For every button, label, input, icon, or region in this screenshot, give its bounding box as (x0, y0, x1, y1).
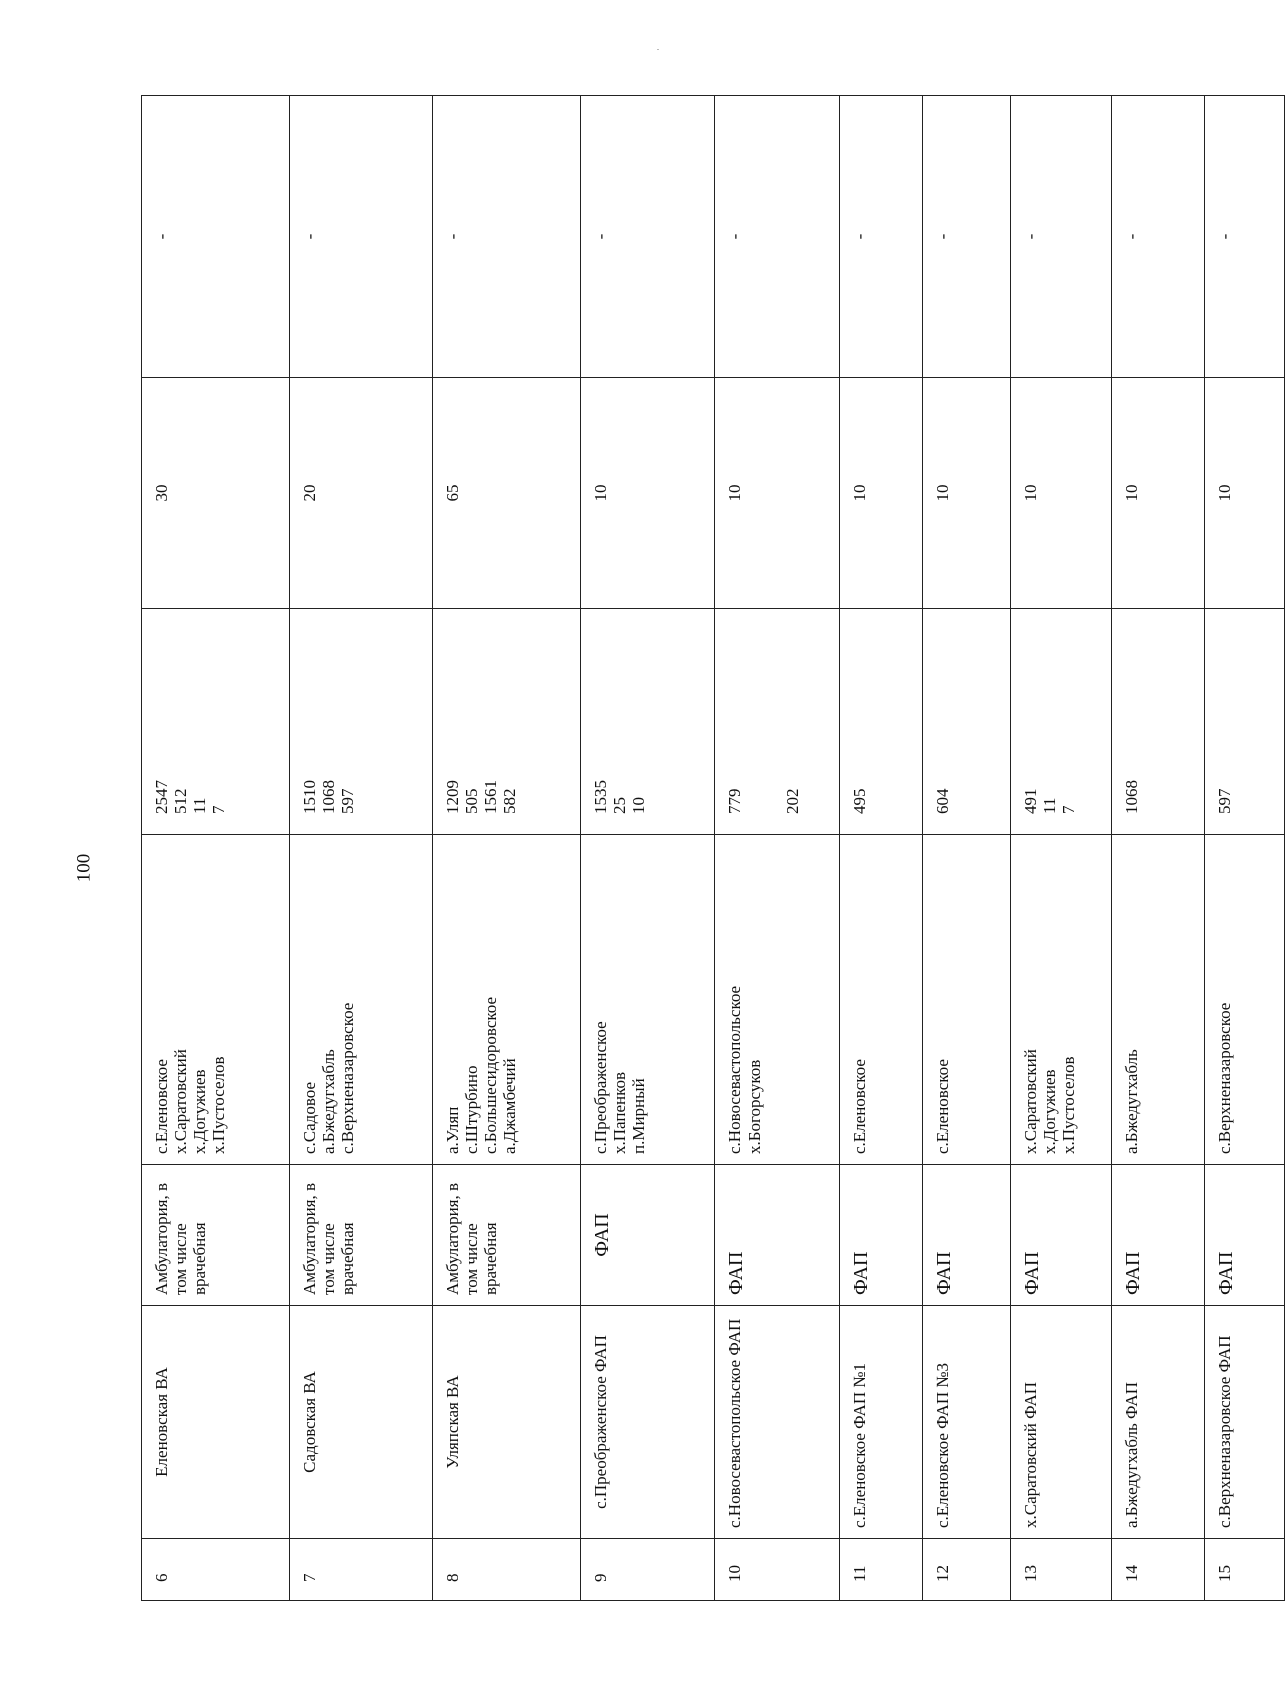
settlements-cell (715, 835, 840, 1165)
row-number-cell (1010, 1539, 1112, 1601)
facility-name: Уляпская ВА (442, 1375, 462, 1469)
population-list (840, 609, 873, 834)
settlement-name: х.Пустоселов (1058, 1056, 1078, 1154)
settlement-name: а.Бжедугхабль (319, 1049, 339, 1154)
population-list (715, 609, 805, 834)
row-number: 11 (850, 1565, 870, 1582)
facility-name-cell (922, 1306, 1010, 1539)
settlements-cell (1112, 835, 1205, 1165)
page-number-text: 100 (73, 853, 94, 883)
note-cell (922, 96, 1010, 378)
settlement-name: с.Новосевастопольское (725, 985, 745, 1154)
settlement-name: х.Саратовский (171, 1049, 191, 1154)
row-number: 13 (1020, 1565, 1040, 1582)
note-cell (142, 96, 290, 378)
population-cell (142, 609, 290, 835)
population-cell (1010, 609, 1112, 835)
population-value: 1535 (591, 780, 611, 814)
population-value: 582 (499, 788, 519, 814)
facility-type: ФАП (932, 1251, 955, 1295)
capacity-value: 10 (1215, 484, 1235, 502)
note-cell (840, 96, 922, 378)
capacity-value: 30 (152, 484, 171, 502)
population-list (581, 609, 652, 834)
note-cell (1205, 96, 1285, 378)
capacity-cell (715, 378, 840, 609)
settlements-cell (1205, 835, 1285, 1165)
note-cell (715, 96, 840, 378)
note-value: - (932, 233, 952, 240)
settlement-name: х.Богорсуков (744, 1059, 764, 1154)
settlement-name: х.Догужиев (1039, 1069, 1059, 1154)
settlement-name: с.Верхненазаровское (1215, 1002, 1235, 1154)
capacity-cell (840, 378, 922, 609)
row-number: 15 (1215, 1565, 1235, 1582)
facility-type-cell (432, 1165, 580, 1306)
row-number-cell (142, 1539, 290, 1601)
capacity-value: 65 (442, 484, 462, 502)
settlements-cell (290, 835, 433, 1165)
population-value: 779 (725, 788, 745, 814)
facility-name-cell (432, 1306, 580, 1539)
table-row (922, 96, 1010, 1601)
facility-type: Амбулатория, в том числе врачебная (300, 1182, 358, 1295)
settlements-cell (581, 835, 715, 1165)
note-value: - (1215, 233, 1235, 240)
facility-type-cell (715, 1165, 840, 1306)
capacity-value: 10 (591, 484, 611, 502)
settlement-name: с.Штурбино (461, 1065, 481, 1154)
settlements-list (433, 835, 523, 1164)
facility-name: с.Новосевастопольское ФАП (725, 1318, 745, 1528)
population-value: 495 (850, 788, 870, 814)
row-number: 8 (442, 1573, 462, 1582)
note-value: - (591, 233, 611, 240)
facility-type: ФАП (591, 1213, 614, 1257)
facility-type-cell (581, 1165, 715, 1306)
population-list (1205, 609, 1238, 834)
population-value: 10 (629, 797, 649, 814)
population-cell (715, 609, 840, 835)
population-list (1011, 609, 1082, 834)
facility-name: с.Верхненазаровское ФАП (1215, 1335, 1235, 1528)
facility-name-cell (840, 1306, 922, 1539)
population-list (1112, 609, 1145, 834)
row-number-cell (840, 1539, 922, 1601)
population-value: 1510 (300, 780, 320, 814)
row-number: 14 (1122, 1565, 1142, 1582)
settlements-list (923, 835, 956, 1164)
capacity-cell (1112, 378, 1205, 609)
settlement-name: х.Пустоселов (209, 1056, 229, 1154)
population-gap (745, 619, 783, 814)
settlements-list (290, 835, 361, 1164)
population-cell (581, 609, 715, 835)
population-value: 505 (461, 788, 481, 814)
table-row (715, 96, 840, 1601)
facility-type: Амбулатория, в том числе врачебная (152, 1182, 210, 1295)
facility-type-cell (922, 1165, 1010, 1306)
population-value: 11 (1039, 797, 1059, 814)
capacity-value: 10 (1020, 484, 1040, 502)
row-number-cell (1205, 1539, 1285, 1601)
scan-speck (657, 49, 659, 50)
row-number-cell (290, 1539, 433, 1601)
table-frame (141, 96, 1285, 1601)
facility-name-cell (715, 1306, 840, 1539)
facilities-table (141, 95, 1285, 1601)
settlement-name: а.Бжедугхабль (1122, 1049, 1142, 1154)
population-cell (922, 609, 1010, 835)
facility-type-cell (290, 1165, 433, 1306)
capacity-cell (142, 378, 290, 609)
settlements-cell (840, 835, 922, 1165)
facility-type: ФАП (1215, 1251, 1238, 1295)
facility-name-cell (1205, 1306, 1285, 1539)
facility-type: Амбулатория, в том числе врачебная (442, 1182, 500, 1295)
table-row (1112, 96, 1205, 1601)
settlements-list (1112, 835, 1145, 1164)
population-value: 7 (209, 805, 229, 814)
settlement-name: с.Еленовское (850, 1059, 870, 1154)
note-value: - (442, 233, 462, 240)
note-value: - (850, 233, 870, 240)
table-row (432, 96, 580, 1601)
settlement-name: с.Преображенское (591, 1021, 611, 1154)
population-value: 597 (1215, 788, 1235, 814)
settlements-list (1011, 835, 1082, 1164)
facility-name-cell (1112, 1306, 1205, 1539)
population-value: 597 (338, 788, 358, 814)
table-row (290, 96, 433, 1601)
settlement-name: с.Еленовское (152, 1059, 171, 1154)
population-list (433, 609, 523, 834)
facility-name: с.Еленовское ФАП №1 (850, 1362, 870, 1528)
facility-type-cell (840, 1165, 922, 1306)
row-number-cell (1112, 1539, 1205, 1601)
population-cell (1112, 609, 1205, 835)
row-number: 9 (591, 1573, 611, 1582)
population-list (923, 609, 956, 834)
row-number: 6 (152, 1573, 171, 1582)
note-cell (1112, 96, 1205, 378)
row-number-cell (432, 1539, 580, 1601)
row-number: 7 (300, 1573, 320, 1582)
facility-name-cell (142, 1306, 290, 1539)
capacity-value: 10 (725, 484, 745, 502)
note-value: - (1020, 233, 1040, 240)
settlement-name: а.Уляп (442, 1106, 462, 1154)
settlement-name: с.Еленовское (932, 1059, 952, 1154)
row-number-cell (581, 1539, 715, 1601)
capacity-cell (1010, 378, 1112, 609)
population-cell (1205, 609, 1285, 835)
note-cell (1010, 96, 1112, 378)
facility-type: ФАП (1122, 1251, 1145, 1295)
settlement-name: х.Папенков (610, 1071, 630, 1154)
settlements-list (581, 835, 652, 1164)
facility-name: с.Преображенское ФАП (591, 1335, 611, 1509)
table-row (840, 96, 922, 1601)
facility-name: а.Бжедугхабль ФАП (1122, 1382, 1142, 1528)
population-value: 2547 (152, 780, 171, 814)
settlements-list (715, 835, 767, 1164)
page-number (72, 848, 96, 888)
capacity-cell (581, 378, 715, 609)
row-number: 10 (725, 1565, 745, 1582)
facility-type-cell (142, 1165, 290, 1306)
row-number-cell (715, 1539, 840, 1601)
note-cell (290, 96, 433, 378)
population-value: 1561 (480, 780, 500, 814)
facility-type: ФАП (725, 1251, 748, 1295)
note-value: - (152, 233, 171, 240)
table-body (142, 96, 1285, 1601)
table-row (581, 96, 715, 1601)
population-cell (432, 609, 580, 835)
table-row (1205, 96, 1285, 1601)
note-value: - (725, 233, 745, 240)
settlement-name: а.Джамбечий (499, 1058, 519, 1154)
settlement-name: с.Садовое (300, 1082, 320, 1154)
settlements-cell (922, 835, 1010, 1165)
population-value: 1209 (442, 780, 462, 814)
facility-type: ФАП (1020, 1251, 1043, 1295)
note-value: - (300, 233, 320, 240)
facility-name: с.Еленовское ФАП №3 (932, 1362, 952, 1528)
capacity-value: 20 (300, 484, 320, 502)
table-row (1010, 96, 1112, 1601)
capacity-cell (432, 378, 580, 609)
population-value: 7 (1058, 805, 1078, 814)
facility-type-cell (1010, 1165, 1112, 1306)
settlements-list (1205, 835, 1238, 1164)
settlement-name: х.Догужиев (190, 1069, 210, 1154)
settlement-name: х.Саратовский (1020, 1049, 1040, 1154)
facility-name: х.Саратовский ФАП (1020, 1381, 1040, 1528)
capacity-value: 10 (850, 484, 870, 502)
settlements-list (142, 835, 232, 1164)
population-value: 512 (171, 788, 191, 814)
population-list (290, 609, 361, 834)
settlements-list (840, 835, 873, 1164)
population-value: 604 (932, 788, 952, 814)
capacity-cell (290, 378, 433, 609)
facility-name-cell (1010, 1306, 1112, 1539)
facility-name: Садовская ВА (300, 1371, 320, 1473)
note-cell (432, 96, 580, 378)
population-value: 491 (1020, 788, 1040, 814)
settlements-cell (142, 835, 290, 1165)
note-cell (581, 96, 715, 378)
settlement-name: с.Большесидоровское (480, 996, 500, 1154)
population-value: 11 (190, 797, 210, 814)
row-number: 12 (932, 1565, 952, 1582)
facility-name-cell (581, 1306, 715, 1539)
settlements-cell (432, 835, 580, 1165)
capacity-value: 10 (1122, 484, 1142, 502)
population-value: 1068 (319, 780, 339, 814)
population-list (142, 609, 232, 834)
settlement-name: с.Верхненазаровское (338, 1002, 358, 1154)
settlement-name: п.Мирный (629, 1078, 649, 1154)
capacity-value: 10 (932, 484, 952, 502)
population-value: 202 (782, 788, 802, 814)
facility-type-cell (1112, 1165, 1205, 1306)
table-row (142, 96, 290, 1601)
facility-type-cell (1205, 1165, 1285, 1306)
facility-name: Еленовская ВА (152, 1367, 171, 1477)
capacity-cell (1205, 378, 1285, 609)
population-cell (290, 609, 433, 835)
capacity-cell (922, 378, 1010, 609)
note-value: - (1122, 233, 1142, 240)
row-number-cell (922, 1539, 1010, 1601)
population-value: 1068 (1122, 780, 1142, 814)
facility-name-cell (290, 1306, 433, 1539)
facility-type: ФАП (850, 1251, 873, 1295)
settlements-cell (1010, 835, 1112, 1165)
population-value: 25 (610, 797, 630, 814)
population-cell (840, 609, 922, 835)
